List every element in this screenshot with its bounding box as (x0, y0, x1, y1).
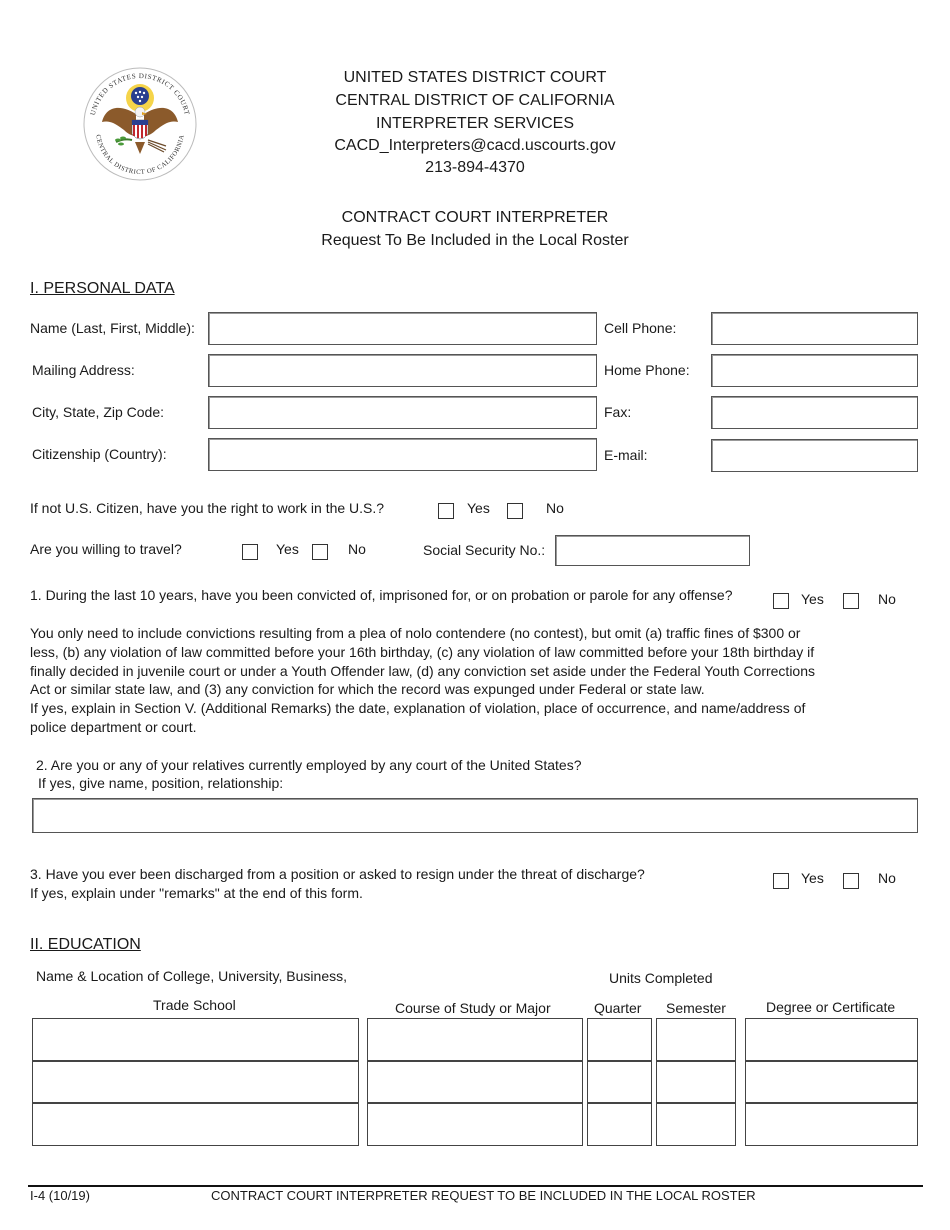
q2-subtext: If yes, give name, position, relationship: (38, 775, 284, 791)
svg-text:CENTRAL DISTRICT OF CALIFORNIA: CENTRAL DISTRICT OF CALIFORNIA (94, 134, 186, 177)
course-cell[interactable] (367, 1018, 583, 1061)
form-subtitle: Request To Be Included in the Local Roster (321, 232, 629, 249)
work-right-yes-label: Yes (467, 500, 490, 516)
course-cell[interactable] (367, 1061, 583, 1103)
q3-yes-label: Yes (801, 870, 824, 886)
fax-label: Fax: (604, 404, 632, 420)
degree-cell[interactable] (745, 1018, 918, 1061)
email-field[interactable] (711, 439, 918, 472)
email-label: E-mail: (604, 447, 648, 463)
form-title: CONTRACT COURT INTERPRETER (341, 209, 609, 226)
q1-question: 1. During the last 10 years, have you been convicted of, imprisoned for, or on probation or parole for any offense? (30, 587, 733, 603)
school-cell[interactable] (32, 1061, 359, 1103)
work-right-yes-checkbox[interactable] (438, 503, 454, 519)
q3-no-label: No (878, 870, 896, 886)
q1-yes-label: Yes (801, 591, 824, 607)
q1-instructions-line: You only need to include convictions resulting from a plea of nolo contendere (no contest), but omit (a) traffic fines of $300 or (30, 625, 801, 641)
course-column-header: Course of Study or Major (395, 1000, 551, 1016)
footer-rule (28, 1185, 923, 1187)
work-right-no-checkbox[interactable] (507, 503, 523, 519)
travel-question: Are you willing to travel? (30, 541, 182, 557)
quarter-cell[interactable] (587, 1018, 652, 1061)
q1-yes-checkbox[interactable] (773, 593, 789, 609)
home-phone-label: Home Phone: (604, 362, 690, 378)
q1-instructions-line: If yes, explain in Section V. (Additional Remarks) the date, explanation of violation, place of occurrence, and name/address of (30, 700, 806, 717)
units-completed-header: Units Completed (609, 970, 713, 986)
q1-no-label: No (878, 591, 896, 607)
q1-instructions-line: less, (b) any violation of law committed before your 16th birthday, (c) any violation of law committed before your 18th birthday if (30, 643, 815, 660)
mailing-address-label: Mailing Address: (32, 362, 135, 378)
citizenship-label: Citizenship (Country): (32, 446, 167, 462)
contact-phone: 213-894-4370 (425, 159, 525, 176)
travel-yes-label: Yes (276, 541, 299, 557)
name-field[interactable] (208, 312, 597, 345)
q3-yes-checkbox[interactable] (773, 873, 789, 889)
court-name: UNITED STATES DISTRICT COURT (343, 69, 607, 86)
quarter-column-header: Quarter (594, 1000, 642, 1016)
school-column-header-line1: Name & Location of College, University, Business, (36, 968, 347, 984)
school-cell[interactable] (32, 1103, 359, 1146)
travel-no-label: No (348, 541, 366, 557)
q3-no-checkbox[interactable] (843, 873, 859, 889)
school-column-header-line2: Trade School (153, 997, 236, 1013)
home-phone-field[interactable] (711, 354, 918, 387)
footer-form-title: CONTRACT COURT INTERPRETER REQUEST TO BE INCLUDED IN THE LOCAL ROSTER (211, 1188, 756, 1203)
q1-no-checkbox[interactable] (843, 593, 859, 609)
ssn-field[interactable] (555, 535, 750, 566)
section-education-title: II. EDUCATION (30, 936, 141, 953)
quarter-cell[interactable] (587, 1103, 652, 1146)
city-state-zip-field[interactable] (208, 396, 597, 429)
footer-form-id: I-4 (10/19) (30, 1188, 90, 1203)
mailing-address-field[interactable] (208, 354, 597, 387)
degree-cell[interactable] (745, 1061, 918, 1103)
q2-relatives-field[interactable] (32, 798, 918, 833)
fax-field[interactable] (711, 396, 918, 429)
q1-instructions-line: police department or court. (30, 718, 197, 735)
q3-subtext: If yes, explain under "remarks" at the end of this form. (30, 885, 363, 901)
citizenship-field[interactable] (208, 438, 597, 471)
district-name: CENTRAL DISTRICT OF CALIFORNIA (335, 92, 615, 109)
travel-yes-checkbox[interactable] (242, 544, 258, 560)
name-label: Name (Last, First, Middle): (30, 320, 195, 336)
q1-instructions (30, 624, 815, 737)
semester-column-header: Semester (666, 1000, 726, 1016)
q1-instructions-line: Act or similar state law, and (3) any conviction for which the record was expunged under Federal or state law. (30, 681, 705, 698)
q2-question: 2. Are you or any of your relatives currently employed by any court of the United States? (36, 757, 582, 773)
work-right-no-label: No (546, 500, 564, 516)
svg-text:UNITED STATES DISTRICT COURT: UNITED STATES DISTRICT COURT (88, 71, 192, 117)
work-right-question: If not U.S. Citizen, have you the right to work in the U.S.? (30, 500, 385, 516)
contact-email: CACD_Interpreters@cacd.uscourts.gov (334, 137, 616, 154)
course-cell[interactable] (367, 1103, 583, 1146)
cell-phone-field[interactable] (711, 312, 918, 345)
degree-cell[interactable] (745, 1103, 918, 1146)
school-cell[interactable] (32, 1018, 359, 1061)
section-personal-data-title: I. PERSONAL DATA (30, 280, 175, 297)
ssn-label: Social Security No.: (423, 542, 546, 558)
city-state-zip-label: City, State, Zip Code: (32, 404, 165, 420)
department-name: INTERPRETER SERVICES (376, 115, 574, 132)
cell-phone-label: Cell Phone: (604, 320, 677, 336)
q1-instructions-line: finally decided in juvenile court or under a Youth Offender law, (d) any conviction set aside under the Federal Youth Corrections (30, 662, 816, 679)
q3-question: 3. Have you ever been discharged from a position or asked to resign under the threat of discharge? (30, 866, 645, 882)
semester-cell[interactable] (656, 1103, 736, 1146)
semester-cell[interactable] (656, 1018, 736, 1061)
semester-cell[interactable] (656, 1061, 736, 1103)
quarter-cell[interactable] (587, 1061, 652, 1103)
degree-column-header: Degree or Certificate (766, 999, 896, 1015)
travel-no-checkbox[interactable] (312, 544, 328, 560)
